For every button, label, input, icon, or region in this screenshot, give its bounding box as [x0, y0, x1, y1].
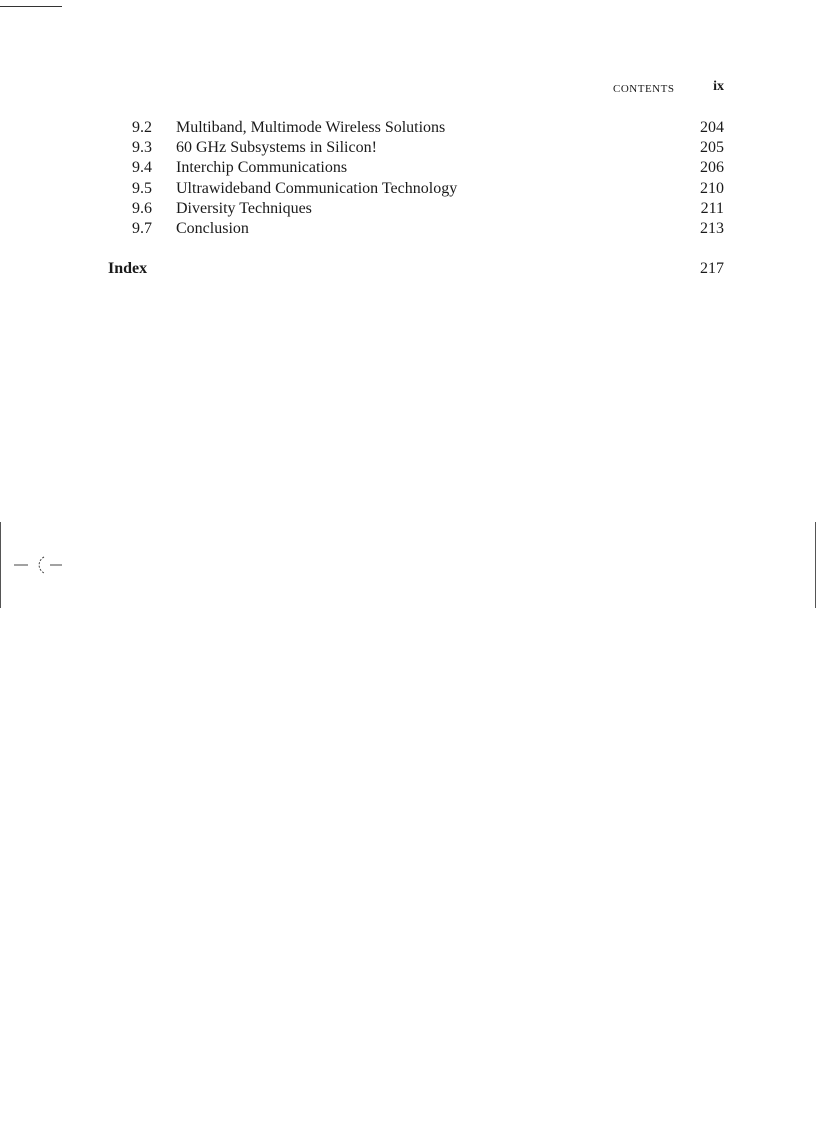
toc-entry	[108, 179, 724, 199]
index-label: Index	[108, 260, 148, 278]
header-page-number: ix	[713, 79, 724, 94]
toc-entry-page: 204	[700, 119, 724, 136]
toc-entry	[108, 199, 724, 219]
toc-entry-title: 60 GHz Subsystems in Silicon!	[176, 139, 377, 157]
toc-entry	[108, 158, 724, 178]
page-edge-left	[0, 522, 1, 608]
toc-entry-title: Diversity Techniques	[176, 199, 312, 217]
toc-entry	[108, 138, 724, 158]
running-header	[560, 79, 724, 97]
toc-entry-page: 210	[700, 179, 724, 197]
toc-entry-title: Conclusion	[176, 219, 249, 237]
header-section-label: CONTENTS	[613, 83, 675, 95]
toc-entry-number: 9.6	[132, 199, 152, 217]
toc-entry-number: 9.4	[132, 159, 152, 177]
toc-entry	[108, 118, 724, 138]
toc-entry-page: 206	[700, 159, 724, 177]
crop-mark-top	[0, 6, 62, 7]
toc-entry-page: 205	[700, 139, 724, 157]
toc-entry	[108, 219, 724, 239]
registration-mark-icon	[14, 553, 64, 577]
toc-entry-number: 9.7	[132, 219, 152, 237]
table-of-contents	[108, 118, 724, 279]
toc-entry-title: Multiband, Multimode Wireless Solutions	[176, 119, 446, 136]
toc-entry-title: Ultrawideband Communication Technology	[176, 179, 458, 197]
toc-entry-page: 211	[700, 199, 724, 217]
toc-entry-number: 9.5	[132, 179, 152, 197]
index-page: 217	[700, 260, 724, 278]
toc-entry-page: 213	[700, 219, 724, 237]
toc-index-entry	[108, 259, 724, 279]
toc-entry-title: Interchip Communications	[176, 159, 348, 177]
toc-entry-number: 9.2	[132, 119, 152, 136]
toc-entry-number: 9.3	[132, 139, 152, 157]
